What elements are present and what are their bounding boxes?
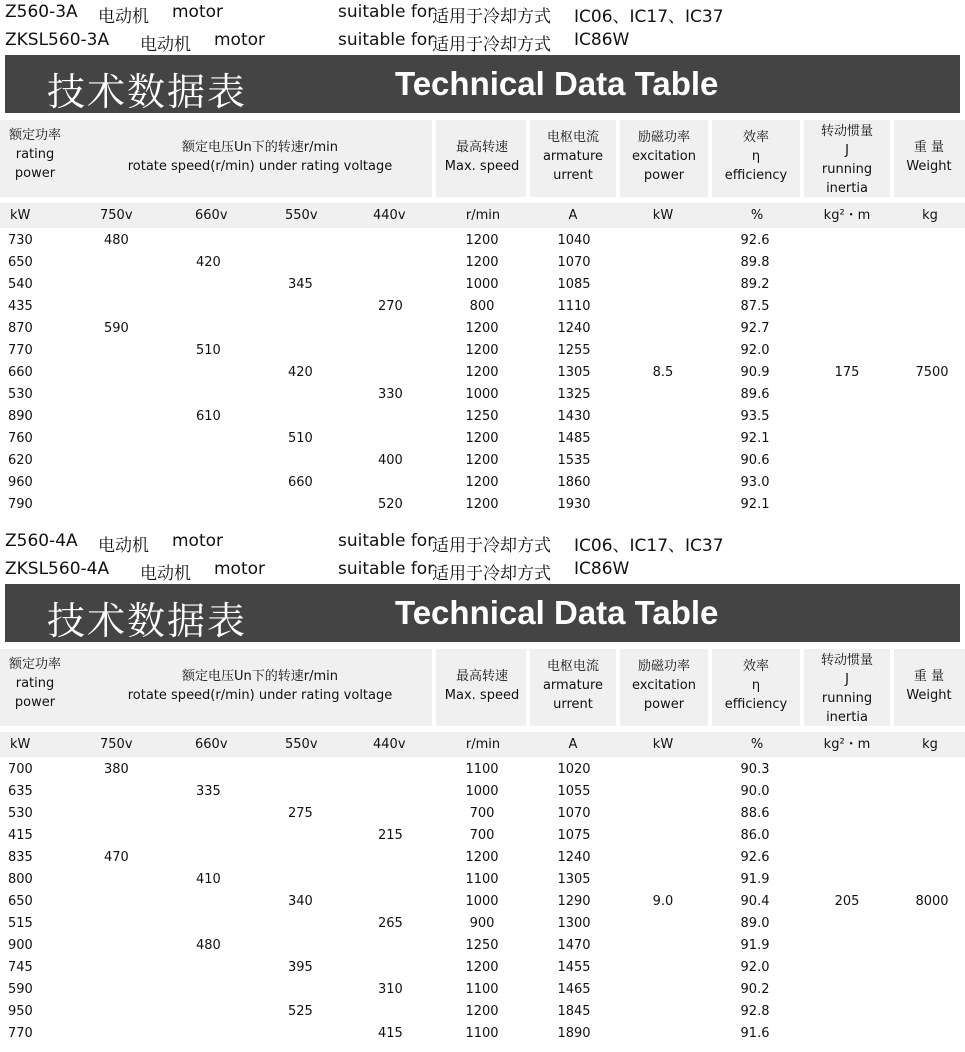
column-divider bbox=[890, 649, 894, 726]
cell-max-speed: 1200 bbox=[465, 365, 499, 380]
cell-efficiency: 90.3 bbox=[740, 762, 770, 777]
title-banner bbox=[5, 584, 960, 642]
cell-max-speed: 1200 bbox=[465, 475, 499, 490]
cell-power: 960 bbox=[8, 475, 33, 490]
header-max-speed: 最高转速 Max. speed bbox=[444, 669, 520, 703]
cell-power: 435 bbox=[8, 299, 33, 314]
banner-title-en: Technical Data Table bbox=[395, 65, 719, 102]
unit-660v: 660v bbox=[195, 208, 228, 223]
column-divider bbox=[800, 649, 804, 726]
table-row bbox=[0, 803, 965, 825]
unit-weight: kg bbox=[922, 737, 938, 752]
cell-power: 660 bbox=[8, 365, 33, 380]
cell-speed-660v: 510 bbox=[196, 343, 221, 358]
title-banner bbox=[5, 55, 960, 113]
weight-value: 7500 bbox=[915, 365, 949, 380]
cell-efficiency: 92.6 bbox=[740, 850, 770, 865]
table-row bbox=[0, 957, 965, 979]
cell-speed-550v: 340 bbox=[288, 894, 313, 909]
column-divider bbox=[526, 649, 530, 726]
header-armature-current: 电枢电流 armature urrent bbox=[542, 130, 604, 183]
data-section-1 bbox=[0, 0, 965, 520]
table-header bbox=[0, 649, 965, 726]
cell-power: 745 bbox=[8, 960, 33, 975]
table-row bbox=[0, 891, 965, 913]
cell-max-speed: 1200 bbox=[465, 960, 499, 975]
table-row bbox=[0, 318, 965, 340]
cell-max-speed: 1000 bbox=[465, 784, 499, 799]
table-row bbox=[0, 472, 965, 494]
suitable-label-cn: 适用于冷却方式 bbox=[432, 536, 551, 556]
cell-speed-660v: 335 bbox=[196, 784, 221, 799]
cell-power: 650 bbox=[8, 894, 33, 909]
suitable-label-cn: 适用于冷却方式 bbox=[432, 35, 551, 55]
cell-efficiency: 89.6 bbox=[740, 387, 770, 402]
table-row bbox=[0, 935, 965, 957]
model-name: ZKSL560-4A bbox=[5, 559, 110, 579]
cell-speed-550v: 660 bbox=[288, 475, 313, 490]
header-excitation-power: 励磁功率 excitation power bbox=[632, 130, 696, 183]
cell-efficiency: 92.0 bbox=[740, 960, 770, 975]
model-type-cn: 电动机 bbox=[140, 35, 191, 55]
cell-armature-current: 1430 bbox=[557, 409, 591, 424]
cell-max-speed: 1200 bbox=[465, 321, 499, 336]
suitable-label: suitable for bbox=[338, 30, 435, 50]
banner-title-en: Technical Data Table bbox=[395, 594, 719, 631]
column-divider bbox=[890, 120, 894, 197]
cell-efficiency: 92.8 bbox=[740, 1004, 770, 1019]
cell-speed-660v: 610 bbox=[196, 409, 221, 424]
model-type-en: motor bbox=[214, 559, 266, 579]
cell-power: 790 bbox=[8, 497, 33, 512]
table-row bbox=[0, 406, 965, 428]
unit-current: A bbox=[568, 737, 578, 752]
table-row bbox=[0, 384, 965, 406]
running-inertia-value: 175 bbox=[834, 365, 860, 380]
column-divider bbox=[800, 120, 804, 197]
table-row bbox=[0, 979, 965, 1001]
suitable-label-cn: 适用于冷却方式 bbox=[432, 7, 551, 27]
cell-efficiency: 90.4 bbox=[740, 894, 770, 909]
cell-speed-660v: 420 bbox=[196, 255, 221, 270]
cell-speed-750v: 380 bbox=[104, 762, 129, 777]
model-type-en: motor bbox=[214, 30, 266, 50]
cell-power: 950 bbox=[8, 1004, 33, 1019]
cell-power: 760 bbox=[8, 431, 33, 446]
unit-current: A bbox=[568, 208, 578, 223]
header-running-inertia: 转动惯量 J running inertia bbox=[820, 653, 873, 725]
cell-speed-440v: 330 bbox=[378, 387, 403, 402]
cell-efficiency: 89.8 bbox=[740, 255, 770, 270]
cell-power: 730 bbox=[8, 233, 33, 248]
unit-750v: 750v bbox=[100, 737, 133, 752]
column-divider bbox=[616, 649, 620, 726]
cell-armature-current: 1075 bbox=[557, 828, 591, 843]
cell-max-speed: 1200 bbox=[465, 453, 499, 468]
cell-speed-750v: 470 bbox=[104, 850, 129, 865]
suitable-label-cn: 适用于冷却方式 bbox=[432, 564, 551, 584]
cell-max-speed: 1200 bbox=[465, 233, 499, 248]
cell-efficiency: 92.0 bbox=[740, 343, 770, 358]
cell-max-speed: 1200 bbox=[465, 497, 499, 512]
cell-max-speed: 1000 bbox=[465, 277, 499, 292]
cell-max-speed: 800 bbox=[469, 299, 495, 314]
cell-efficiency: 92.1 bbox=[740, 497, 770, 512]
cell-speed-550v: 275 bbox=[288, 806, 313, 821]
column-divider bbox=[432, 649, 436, 726]
table-row bbox=[0, 1001, 965, 1023]
cooling-methods: IC86W bbox=[574, 559, 630, 579]
model-type-cn: 电动机 bbox=[140, 564, 191, 584]
unit-660v: 660v bbox=[195, 737, 228, 752]
unit-750v: 750v bbox=[100, 208, 133, 223]
column-divider bbox=[432, 120, 436, 197]
cell-max-speed: 1200 bbox=[465, 1004, 499, 1019]
cell-power: 635 bbox=[8, 784, 33, 799]
column-divider bbox=[708, 120, 712, 197]
cell-efficiency: 92.7 bbox=[740, 321, 770, 336]
table-row bbox=[0, 825, 965, 847]
cell-max-speed: 1100 bbox=[465, 762, 499, 777]
cell-max-speed: 1200 bbox=[465, 343, 499, 358]
header-efficiency: 效率 η efficiency bbox=[724, 130, 788, 183]
header-running-inertia: 转动惯量 J running inertia bbox=[820, 124, 873, 196]
cell-armature-current: 1485 bbox=[557, 431, 591, 446]
cooling-methods: IC06、IC17、IC37 bbox=[574, 7, 724, 27]
table-row bbox=[0, 296, 965, 318]
unit-excitation: kW bbox=[652, 208, 674, 223]
unit-excitation: kW bbox=[652, 737, 674, 752]
unit-440v: 440v bbox=[373, 737, 406, 752]
table-header bbox=[0, 120, 965, 197]
header-excitation-power: 励磁功率 excitation power bbox=[632, 659, 696, 712]
cell-armature-current: 1085 bbox=[557, 277, 591, 292]
column-divider bbox=[526, 120, 530, 197]
header-rating-power: 额定功率 rating power bbox=[8, 128, 61, 181]
table-row bbox=[0, 340, 965, 362]
banner-title-cn: 技术数据表 bbox=[47, 599, 248, 643]
cell-speed-660v: 480 bbox=[196, 938, 221, 953]
cell-armature-current: 1055 bbox=[557, 784, 591, 799]
unit-550v: 550v bbox=[285, 737, 318, 752]
cooling-methods: IC86W bbox=[574, 30, 630, 50]
cell-power: 530 bbox=[8, 806, 33, 821]
running-inertia-value: 205 bbox=[834, 894, 860, 909]
cell-max-speed: 1100 bbox=[465, 1026, 499, 1041]
cell-efficiency: 89.0 bbox=[740, 916, 770, 931]
cell-armature-current: 1290 bbox=[557, 894, 591, 909]
cell-efficiency: 90.6 bbox=[740, 453, 770, 468]
header-armature-current: 电枢电流 armature urrent bbox=[542, 659, 604, 712]
excitation-power-value: 9.0 bbox=[652, 894, 674, 909]
cell-power: 540 bbox=[8, 277, 33, 292]
cell-efficiency: 90.9 bbox=[740, 365, 770, 380]
table-row bbox=[0, 274, 965, 296]
table-row bbox=[0, 847, 965, 869]
unit-inertia: kg²・m bbox=[823, 737, 871, 752]
cell-power: 835 bbox=[8, 850, 33, 865]
cell-armature-current: 1240 bbox=[557, 321, 591, 336]
cell-armature-current: 1240 bbox=[557, 850, 591, 865]
cell-efficiency: 90.0 bbox=[740, 784, 770, 799]
cell-armature-current: 1305 bbox=[557, 365, 591, 380]
cell-max-speed: 700 bbox=[469, 828, 495, 843]
cell-max-speed: 1000 bbox=[465, 387, 499, 402]
model-name: Z560-4A bbox=[5, 531, 78, 551]
cell-armature-current: 1860 bbox=[557, 475, 591, 490]
suitable-label: suitable for bbox=[338, 559, 435, 579]
header-efficiency: 效率 η efficiency bbox=[724, 659, 788, 712]
cell-efficiency: 89.2 bbox=[740, 277, 770, 292]
unit-efficiency: % bbox=[750, 208, 764, 223]
table-row bbox=[0, 230, 965, 252]
unit-550v: 550v bbox=[285, 208, 318, 223]
unit-power: kW bbox=[10, 208, 31, 223]
cell-power: 415 bbox=[8, 828, 33, 843]
cell-speed-440v: 270 bbox=[378, 299, 403, 314]
cell-speed-440v: 215 bbox=[378, 828, 403, 843]
table-row bbox=[0, 494, 965, 516]
model-type-en: motor bbox=[172, 531, 224, 551]
cell-max-speed: 1250 bbox=[465, 938, 499, 953]
cell-armature-current: 1845 bbox=[557, 1004, 591, 1019]
cell-armature-current: 1070 bbox=[557, 806, 591, 821]
weight-value: 8000 bbox=[915, 894, 949, 909]
cell-armature-current: 1535 bbox=[557, 453, 591, 468]
cell-armature-current: 1470 bbox=[557, 938, 591, 953]
cell-max-speed: 1100 bbox=[465, 982, 499, 997]
cell-power: 890 bbox=[8, 409, 33, 424]
excitation-power-value: 8.5 bbox=[652, 365, 674, 380]
cell-speed-550v: 345 bbox=[288, 277, 313, 292]
cell-power: 650 bbox=[8, 255, 33, 270]
cell-max-speed: 1200 bbox=[465, 850, 499, 865]
cell-speed-440v: 265 bbox=[378, 916, 403, 931]
cell-armature-current: 1040 bbox=[557, 233, 591, 248]
cell-speed-660v: 410 bbox=[196, 872, 221, 887]
cell-power: 700 bbox=[8, 762, 33, 777]
table-row bbox=[0, 913, 965, 935]
model-type-cn: 电动机 bbox=[98, 536, 149, 556]
unit-inertia: kg²・m bbox=[823, 208, 871, 223]
cell-speed-550v: 525 bbox=[288, 1004, 313, 1019]
cell-max-speed: 1250 bbox=[465, 409, 499, 424]
cell-efficiency: 91.9 bbox=[740, 938, 770, 953]
cell-max-speed: 1000 bbox=[465, 894, 499, 909]
cell-armature-current: 1110 bbox=[557, 299, 591, 314]
cell-efficiency: 87.5 bbox=[740, 299, 770, 314]
cell-efficiency: 92.6 bbox=[740, 233, 770, 248]
cell-power: 770 bbox=[8, 343, 33, 358]
cell-armature-current: 1305 bbox=[557, 872, 591, 887]
cell-max-speed: 700 bbox=[469, 806, 495, 821]
cell-efficiency: 91.6 bbox=[740, 1026, 770, 1041]
cell-speed-750v: 590 bbox=[104, 321, 129, 336]
cell-armature-current: 1300 bbox=[557, 916, 591, 931]
cell-armature-current: 1455 bbox=[557, 960, 591, 975]
header-max-speed: 最高转速 Max. speed bbox=[444, 140, 520, 174]
cell-speed-440v: 415 bbox=[378, 1026, 403, 1041]
table-row bbox=[0, 869, 965, 891]
units-row bbox=[0, 732, 965, 757]
unit-max-speed: r/min bbox=[465, 208, 501, 223]
suitable-label: suitable for bbox=[338, 531, 435, 551]
cell-armature-current: 1890 bbox=[557, 1026, 591, 1041]
cell-efficiency: 88.6 bbox=[740, 806, 770, 821]
cell-max-speed: 1200 bbox=[465, 255, 499, 270]
cell-efficiency: 90.2 bbox=[740, 982, 770, 997]
data-rows bbox=[0, 759, 965, 1047]
data-section-2 bbox=[0, 529, 965, 1049]
column-divider bbox=[708, 649, 712, 726]
cell-efficiency: 93.0 bbox=[740, 475, 770, 490]
table-row bbox=[0, 428, 965, 450]
unit-efficiency: % bbox=[750, 737, 764, 752]
cell-speed-440v: 400 bbox=[378, 453, 403, 468]
model-type-cn: 电动机 bbox=[98, 7, 149, 27]
cell-speed-550v: 420 bbox=[288, 365, 313, 380]
cell-speed-440v: 310 bbox=[378, 982, 403, 997]
cell-max-speed: 1200 bbox=[465, 431, 499, 446]
cell-speed-550v: 510 bbox=[288, 431, 313, 446]
cell-power: 515 bbox=[8, 916, 33, 931]
cell-power: 770 bbox=[8, 1026, 33, 1041]
header-weight: 重 量 Weight bbox=[906, 669, 952, 703]
cell-armature-current: 1930 bbox=[557, 497, 591, 512]
header-rotate-speed: 额定电压Un下的转速r/min rotate speed(r/min) under rating voltage bbox=[127, 669, 393, 703]
cell-armature-current: 1325 bbox=[557, 387, 591, 402]
table-row bbox=[0, 362, 965, 384]
cell-max-speed: 900 bbox=[469, 916, 495, 931]
model-name: ZKSL560-3A bbox=[5, 30, 110, 50]
unit-weight: kg bbox=[922, 208, 938, 223]
cell-power: 530 bbox=[8, 387, 33, 402]
header-rotate-speed: 额定电压Un下的转速r/min rotate speed(r/min) under rating voltage bbox=[127, 140, 393, 174]
cell-speed-550v: 395 bbox=[288, 960, 313, 975]
header-rating-power: 额定功率 rating power bbox=[8, 657, 61, 710]
cell-efficiency: 93.5 bbox=[740, 409, 770, 424]
table-row bbox=[0, 781, 965, 803]
cell-power: 900 bbox=[8, 938, 33, 953]
cell-efficiency: 86.0 bbox=[740, 828, 770, 843]
cooling-methods: IC06、IC17、IC37 bbox=[574, 536, 724, 556]
column-divider bbox=[616, 120, 620, 197]
cell-efficiency: 91.9 bbox=[740, 872, 770, 887]
banner-title-cn: 技术数据表 bbox=[47, 70, 248, 114]
cell-armature-current: 1465 bbox=[557, 982, 591, 997]
cell-power: 620 bbox=[8, 453, 33, 468]
units-row bbox=[0, 203, 965, 228]
cell-armature-current: 1020 bbox=[557, 762, 591, 777]
cell-max-speed: 1100 bbox=[465, 872, 499, 887]
cell-power: 800 bbox=[8, 872, 33, 887]
header-weight: 重 量 Weight bbox=[906, 140, 952, 174]
cell-power: 590 bbox=[8, 982, 33, 997]
unit-power: kW bbox=[10, 737, 31, 752]
table-row bbox=[0, 759, 965, 781]
suitable-label: suitable for bbox=[338, 2, 435, 22]
cell-armature-current: 1070 bbox=[557, 255, 591, 270]
table-row bbox=[0, 252, 965, 274]
cell-speed-440v: 520 bbox=[378, 497, 403, 512]
cell-speed-750v: 480 bbox=[104, 233, 129, 248]
unit-max-speed: r/min bbox=[465, 737, 501, 752]
cell-armature-current: 1255 bbox=[557, 343, 591, 358]
cell-power: 870 bbox=[8, 321, 33, 336]
table-row bbox=[0, 450, 965, 472]
model-type-en: motor bbox=[172, 2, 224, 22]
table-row bbox=[0, 1023, 965, 1045]
cell-efficiency: 92.1 bbox=[740, 431, 770, 446]
unit-440v: 440v bbox=[373, 208, 406, 223]
model-name: Z560-3A bbox=[5, 2, 78, 22]
data-rows bbox=[0, 230, 965, 518]
